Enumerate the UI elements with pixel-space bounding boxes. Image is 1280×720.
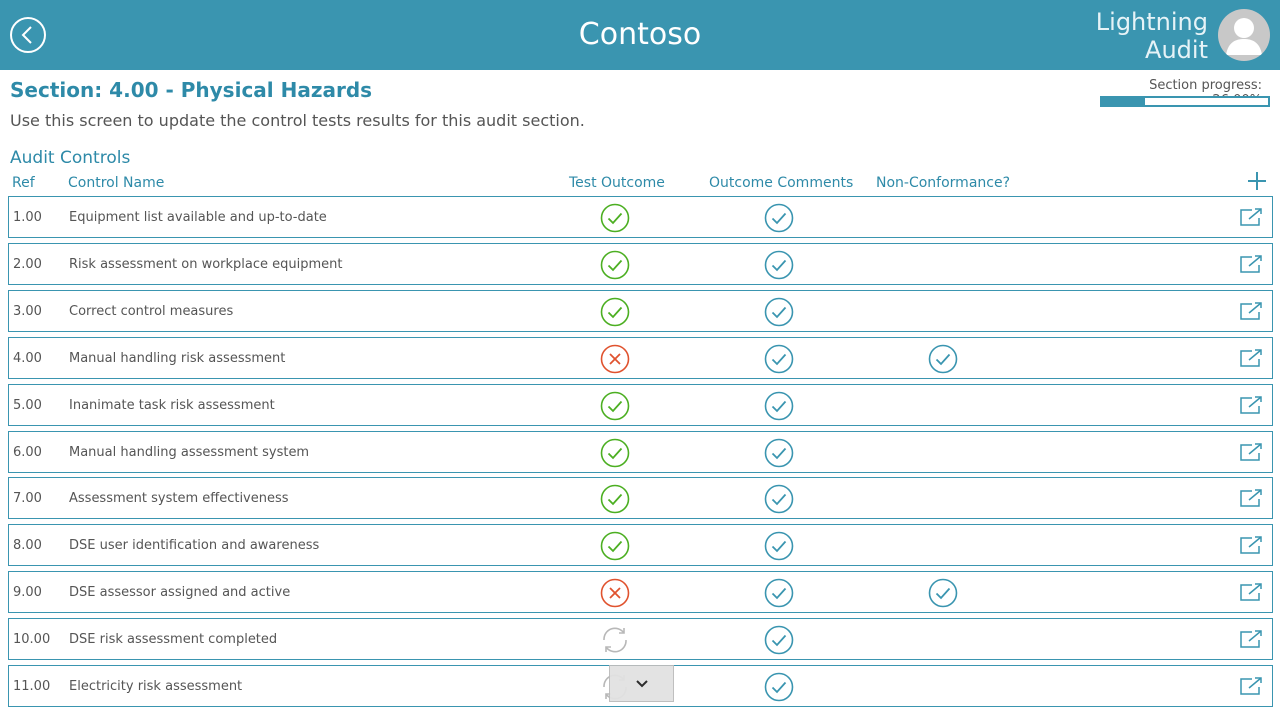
open-control-button[interactable] <box>1239 488 1263 508</box>
outcome-comments-button[interactable] <box>764 484 794 514</box>
open-external-icon <box>1239 207 1263 227</box>
check-circle-icon <box>764 344 794 374</box>
check-circle-icon <box>764 203 794 233</box>
brand-line-1: Lightning <box>1095 8 1208 36</box>
control-name: DSE assessor assigned and active <box>69 585 291 601</box>
open-control-button[interactable] <box>1239 582 1263 602</box>
test-outcome-button[interactable] <box>600 438 630 468</box>
column-header-test-outcome: Test Outcome <box>569 175 665 191</box>
control-ref: 5.00 <box>13 397 42 413</box>
check-circle-icon <box>764 531 794 561</box>
control-ref: 2.00 <box>13 256 42 272</box>
check-circle-icon <box>600 391 630 421</box>
table-row[interactable] <box>8 431 1273 473</box>
open-external-icon <box>1239 676 1263 696</box>
test-outcome-button[interactable] <box>600 391 630 421</box>
app-title: Contoso <box>578 17 702 52</box>
check-circle-icon <box>600 297 630 327</box>
open-external-icon <box>1239 629 1263 649</box>
test-outcome-button[interactable] <box>600 625 630 655</box>
test-outcome-button[interactable] <box>600 203 630 233</box>
open-control-button[interactable] <box>1239 301 1263 321</box>
check-circle-icon <box>928 578 958 608</box>
test-outcome-button[interactable] <box>600 297 630 327</box>
open-external-icon <box>1239 535 1263 555</box>
table-row[interactable] <box>8 290 1273 332</box>
open-control-button[interactable] <box>1239 254 1263 274</box>
table-row[interactable] <box>8 477 1273 519</box>
control-ref: 1.00 <box>13 210 42 225</box>
outcome-comments-button[interactable] <box>764 391 794 421</box>
table-row[interactable] <box>8 384 1273 426</box>
check-circle-icon <box>764 578 794 608</box>
check-circle-icon <box>764 250 794 280</box>
control-name: Electricity risk assessment <box>69 679 243 694</box>
check-circle-icon <box>764 672 794 702</box>
test-outcome-button[interactable] <box>600 250 630 280</box>
control-name: Manual handling assessment system <box>69 444 310 460</box>
control-ref: 8.00 <box>13 538 42 554</box>
control-name: Manual handling risk assessment <box>69 350 286 366</box>
open-control-button[interactable] <box>1239 535 1263 555</box>
control-name: Assessment system effectiveness <box>69 491 289 507</box>
test-outcome-button[interactable] <box>600 578 630 608</box>
chevron-down-icon <box>634 676 650 692</box>
non-conformance-button[interactable] <box>928 344 958 374</box>
table-row[interactable] <box>8 196 1273 238</box>
outcome-comments-button[interactable] <box>764 344 794 374</box>
column-header-control-name: Control Name <box>68 175 165 191</box>
progress-bar-fill <box>1102 98 1145 105</box>
brand-line-2: Audit <box>1145 36 1208 64</box>
outcome-comments-button[interactable] <box>764 578 794 608</box>
open-external-icon <box>1239 442 1263 462</box>
control-name: Inanimate task risk assessment <box>69 397 275 413</box>
column-header-non-conformance: Non-Conformance? <box>876 175 1011 191</box>
audit-controls-title: Audit Controls <box>10 148 131 168</box>
open-external-icon <box>1239 395 1263 415</box>
section-description: Use this screen to update the control tests results for this audit section. <box>10 111 585 130</box>
x-circle-icon <box>600 344 630 374</box>
open-control-button[interactable] <box>1239 395 1263 415</box>
check-circle-icon <box>600 438 630 468</box>
control-ref: 6.00 <box>13 444 42 460</box>
outcome-comments-button[interactable] <box>764 672 794 702</box>
section-title: Section: 4.00 - Physical Hazards <box>10 78 373 102</box>
check-circle-icon <box>764 625 794 655</box>
control-ref: 9.00 <box>13 585 42 601</box>
test-outcome-button[interactable] <box>600 484 630 514</box>
control-ref: 4.00 <box>13 350 42 366</box>
control-ref: 3.00 <box>13 303 42 319</box>
progress-label: Section progress: <box>1149 78 1262 93</box>
check-circle-icon <box>600 484 630 514</box>
open-control-button[interactable] <box>1239 676 1263 696</box>
brand-logo <box>1096 8 1208 64</box>
table-row[interactable] <box>8 243 1273 285</box>
column-header-outcome-comments: Outcome Comments <box>709 175 854 191</box>
open-control-button[interactable] <box>1239 629 1263 649</box>
check-circle-icon <box>764 297 794 327</box>
outcome-comments-button[interactable] <box>764 625 794 655</box>
open-external-icon <box>1239 348 1263 368</box>
outcome-comments-button[interactable] <box>764 203 794 233</box>
app-header <box>0 0 1280 70</box>
refresh-icon <box>600 625 630 655</box>
open-control-button[interactable] <box>1239 348 1263 368</box>
test-outcome-button[interactable] <box>600 531 630 561</box>
check-circle-icon <box>600 203 630 233</box>
check-circle-icon <box>764 484 794 514</box>
column-header-ref: Ref <box>12 175 35 191</box>
outcome-comments-button[interactable] <box>764 250 794 280</box>
test-outcome-button[interactable] <box>600 344 630 374</box>
non-conformance-button[interactable] <box>928 578 958 608</box>
user-icon <box>1218 9 1270 61</box>
control-name: Equipment list available and up-to-date <box>69 210 327 225</box>
control-ref: 11.00 <box>13 679 51 694</box>
progress-bar <box>1100 96 1270 107</box>
table-row[interactable] <box>8 524 1273 566</box>
avatar[interactable] <box>1218 9 1270 61</box>
open-external-icon <box>1239 301 1263 321</box>
table-row[interactable] <box>8 337 1273 379</box>
add-control-button[interactable] <box>1246 170 1268 192</box>
outcome-dropdown[interactable] <box>609 665 674 702</box>
check-circle-icon <box>928 344 958 374</box>
x-circle-icon <box>600 578 630 608</box>
check-circle-icon <box>764 391 794 421</box>
plus-icon <box>1246 170 1268 192</box>
control-name: DSE user identification and awareness <box>69 538 320 554</box>
control-name: Correct control measures <box>69 303 234 319</box>
outcome-comments-button[interactable] <box>764 297 794 327</box>
open-external-icon <box>1239 488 1263 508</box>
table-row[interactable] <box>8 571 1273 613</box>
open-control-button[interactable] <box>1239 207 1263 227</box>
outcome-comments-button[interactable] <box>764 531 794 561</box>
control-ref: 7.00 <box>13 491 42 507</box>
table-row[interactable] <box>8 618 1273 660</box>
control-name: DSE risk assessment completed <box>69 632 278 648</box>
control-name: Risk assessment on workplace equipment <box>69 256 343 272</box>
outcome-comments-button[interactable] <box>764 438 794 468</box>
check-circle-icon <box>764 438 794 468</box>
open-external-icon <box>1239 254 1263 274</box>
open-control-button[interactable] <box>1239 442 1263 462</box>
check-circle-icon <box>600 531 630 561</box>
open-external-icon <box>1239 582 1263 602</box>
control-ref: 10.00 <box>13 632 51 648</box>
check-circle-icon <box>600 250 630 280</box>
